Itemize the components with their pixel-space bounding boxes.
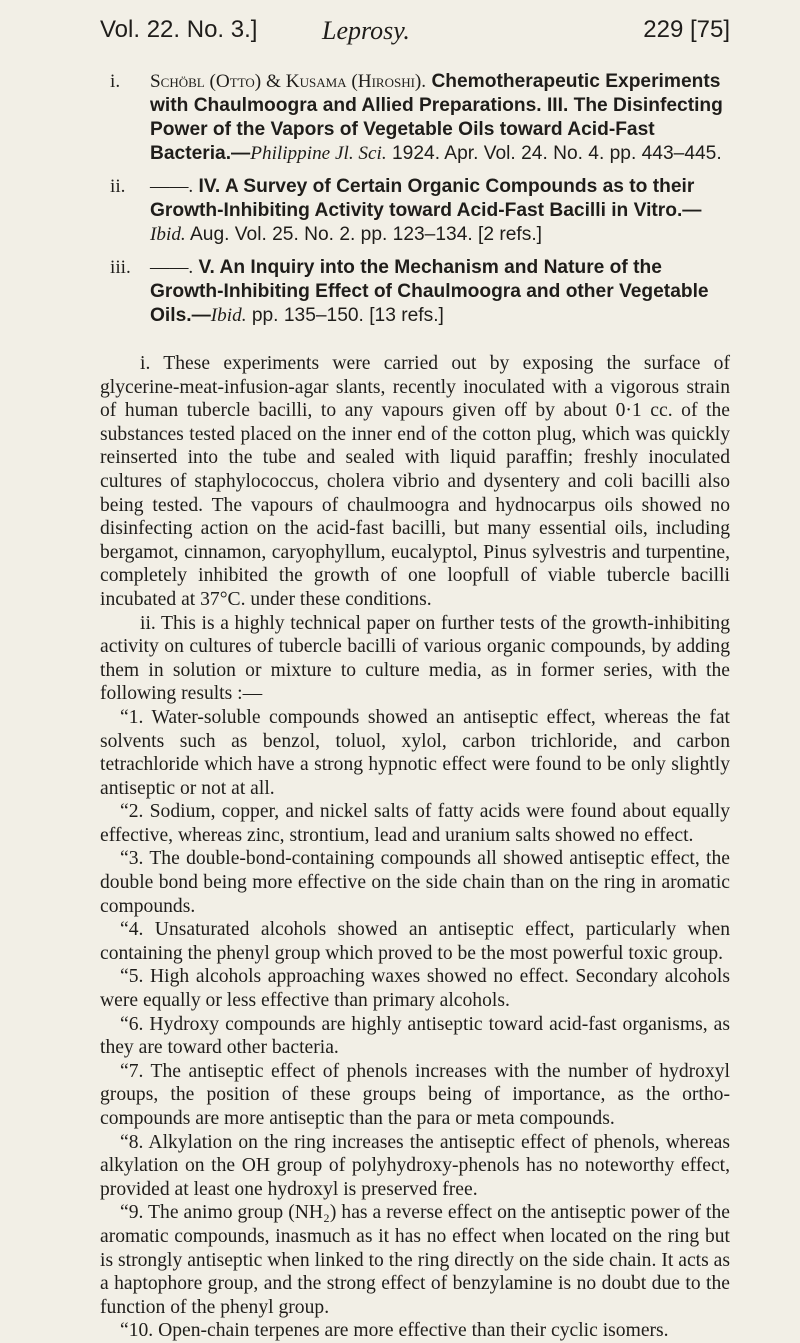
header-section-title: Leprosy. xyxy=(322,16,410,45)
reference-authors: ——. xyxy=(150,176,194,197)
result-item: “7. The antiseptic effect of phenols increases with the number of hydroxyl groups, the position of these groups being of importance, as the ortho-compounds are more antiseptic than the para or meta compounds. xyxy=(100,1060,730,1129)
result-item: “10. Open-chain terpenes are more effective than their cyclic isomers. xyxy=(120,1320,669,1342)
result-item: “2. Sodium, copper, and nickel salts of fatty acids were found about equally effective, whereas zinc, strontium, lead and uranium salts showed no effect. xyxy=(100,801,730,846)
reference-details: Aug. Vol. 25. No. 2. pp. 123–134. [2 refs.] xyxy=(190,224,543,245)
result-item: “3. The double-bond-containing compounds all showed antiseptic effect, the double bond being more effective on the side chain than on the ring in aromatic compounds. xyxy=(100,848,730,917)
body-paragraph: i. These experiments were carried out by exposing the surface of glycerine-meat-infusion-agar slants, recently inoculated with a vigorous strain of human tubercle bacilli, to any vapours given off by about 0·1 cc. of the substances tested placed on the inner end of the cotton plug, which was quickly reinserted into the tube and sealed with liquid paraffin; freshly inoculated cultures of staphylococcus, cholera vibrio and dysentery and coli bacilli also being tested. The vapours of chaulmoogra and hydnocarpus oils showed no disinfecting action on the acid-fast bacilli, but many essential oils, including bergamot, cinnamon, caryophyllum, eucalyptol, Pinus sylvestris and turpentine, completely inhibited the growth of one loopfull of viable tubercle bacilli incubated at 37°C. under these conditions. xyxy=(100,353,730,610)
reference-entry xyxy=(110,256,730,328)
result-item: “1. Water-soluble compounds showed an antiseptic effect, whereas the fat solvents such as benzol, toluol, xylol, carbon trichloride, and carbon tetrachloride which have a strong hypnotic effect were found to be only slightly antiseptic or not at all. xyxy=(100,706,730,799)
reference-number: iii. xyxy=(110,257,131,278)
reference-details: 1924. Apr. Vol. 24. No. 4. pp. 443–445. xyxy=(392,143,722,164)
reference-details: pp. 135–150. [13 refs.] xyxy=(251,305,444,326)
reference-journal: Ibid. xyxy=(210,305,247,326)
reference-journal: Philippine Jl. Sci. xyxy=(250,143,387,164)
result-item: “6. Hydroxy compounds are highly antiseptic toward acid-fast organisms, as they are toward other bacteria. xyxy=(100,1013,730,1059)
reference-title: Chemotherapeutic Experiments with Chaulmoogra and Allied Preparations. III. The Disinfecting Power of the Vapors of Vegetable Oils toward Acid-Fast Bacteria.— xyxy=(150,71,723,164)
reference-number: i. xyxy=(110,71,121,92)
reference-title: IV. A Survey of Certain Organic Compounds as to their Growth-Inhibiting Activity toward Acid-Fast Bacilli in Vitro.— xyxy=(150,176,702,221)
body-paragraph: ii. This is a highly technical paper on further tests of the growth-inhibiting activity on cultures of tubercle bacilli of various organic compounds, by adding them in solution or mixture to culture media, as in former series, with the following results :— xyxy=(100,612,730,705)
reference-journal: Ibid. xyxy=(150,224,186,245)
reference-entry xyxy=(110,70,730,166)
result-item: “5. High alcohols approaching waxes showed no effect. Secondary alcohols were equally or less effective than primary alcohols. xyxy=(100,966,730,1012)
reference-authors: ——. xyxy=(150,257,194,278)
reference-number: ii. xyxy=(110,176,126,197)
result-item: “9. The animo group (NH₂) has a reverse effect on the antiseptic power of the aromatic compounds, inasmuch as it has no effect when located on the ring but is strongly antiseptic when linked to the ring directly on the side chain. It acts as a haptophore group, and the strong effect of benzylamine is no doubt due to the function of the phenyl group. xyxy=(100,1202,730,1318)
result-item: “8. Alkylation on the ring increases the antiseptic effect of phenols, whereas alkylation on the OH group of polyhydroxy-phenols has no noteworthy effect, provided at least one hydroxyl is preserved free. xyxy=(100,1131,730,1200)
reference-title: V. An Inquiry into the Mechanism and Nature of the Growth-Inhibiting Effect of Chaulmoogra and other Vegetable Oils.— xyxy=(150,257,709,326)
header-page-number: 229 [75] xyxy=(643,16,730,43)
reference-entry xyxy=(110,175,730,247)
abstract-body xyxy=(100,352,730,1343)
reference-list xyxy=(110,70,730,337)
reference-authors: Schöbl (Otto) & Kusama (Hiroshi). xyxy=(150,71,427,92)
header-volume: Vol. 22. No. 3.] xyxy=(100,16,258,43)
running-header xyxy=(100,16,730,56)
result-item: “4. Unsaturated alcohols showed an antiseptic effect, particularly when containing the phenyl group which proved to be the most powerful toxic group. xyxy=(100,919,730,964)
